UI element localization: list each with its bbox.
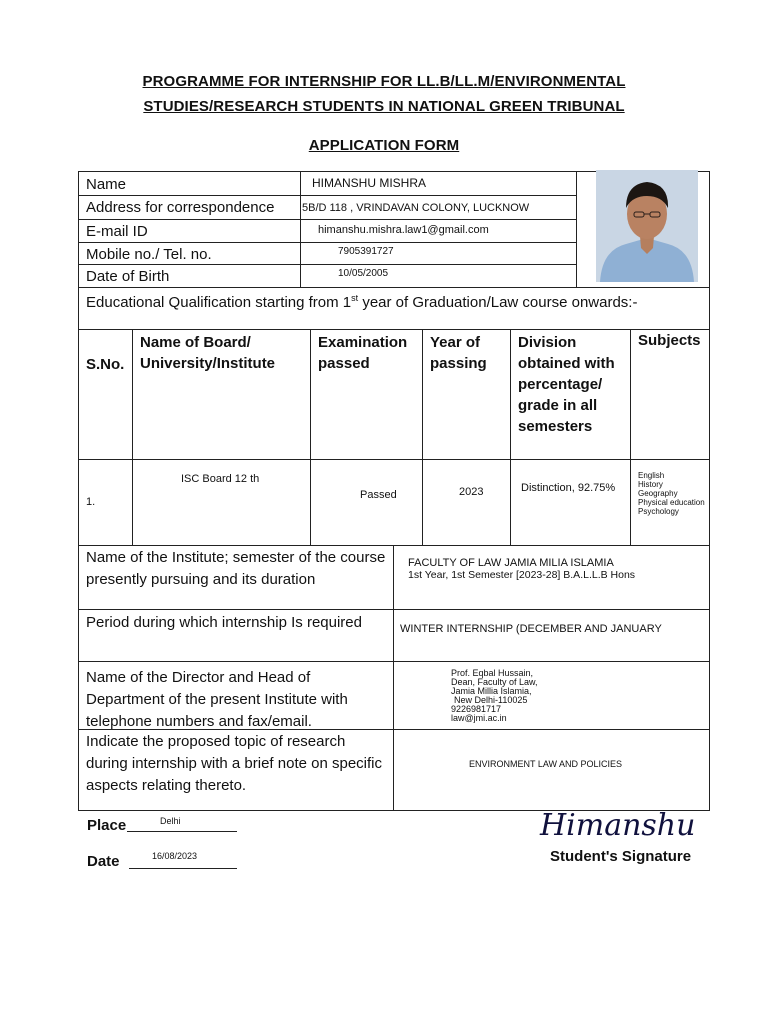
name-label: Name: [86, 176, 127, 193]
row-divider: [78, 329, 709, 330]
director-line: Prof. Eqbal Hussain,: [451, 668, 534, 678]
header-division: Division obtained with percentage/ grade in all semesters: [518, 334, 615, 435]
dob-value: 10/05/2005: [338, 268, 389, 279]
director-line: law@jmi.ac.in: [451, 713, 507, 723]
column-divider: [630, 329, 631, 545]
date-underline: [129, 868, 237, 869]
header-board: Name of Board/ University/Institute: [140, 334, 276, 372]
column-divider: [393, 545, 394, 810]
student-signature: Himanshu: [540, 808, 696, 843]
subject-item: Geography: [638, 489, 678, 498]
person-photo-icon: [596, 170, 698, 282]
table-border-left: [78, 171, 79, 811]
header-subjects: Subjects: [638, 332, 701, 349]
row-divider: [78, 219, 576, 220]
period-value: WINTER INTERNSHIP (DECEMBER AND JANUARY: [400, 623, 662, 635]
period-label: Period during which internship Is required: [86, 614, 362, 631]
director-label: Name of the Director and Head of Department of the present Institute with telephone numbers and fax/email.: [86, 669, 348, 730]
education-intro: Educational Qualification starting from 1st year of Graduation/Law course onwards:-: [86, 293, 638, 311]
director-line: Dean, Faculty of Law,: [451, 677, 538, 687]
email-value: himanshu.mishra.law1@gmail.com: [318, 224, 489, 236]
director-line: Jamia Millia Islamia,: [451, 686, 532, 696]
place-label: Place: [87, 817, 127, 834]
header-sno: S.No.: [86, 356, 125, 373]
form-heading-line2: STUDIES/RESEARCH STUDENTS IN NATIONAL GREEN TRIBUNAL: [143, 98, 625, 115]
column-divider: [422, 329, 423, 545]
row-year: 2023: [459, 486, 484, 498]
subject-item: Physical education: [638, 498, 705, 507]
header-year: Year of passing: [430, 334, 487, 372]
institute-value-line1: FACULTY OF LAW JAMIA MILIA ISLAMIA: [408, 557, 614, 569]
header-exam: Examination passed: [318, 334, 408, 372]
institute-value-line2: 1st Year, 1st Semester [2023-28] B.A.L.L.B Hons: [408, 569, 636, 581]
topic-value: ENVIRONMENT LAW AND POLICIES: [469, 759, 623, 769]
applicant-photo: [596, 170, 698, 282]
place-underline: [127, 831, 237, 832]
email-label: E-mail ID: [86, 223, 148, 240]
date-value: 16/08/2023: [152, 851, 198, 861]
subject-item: Psychology: [638, 507, 679, 516]
row-exam: Passed: [360, 489, 397, 501]
director-line: New Delhi-110025: [454, 695, 528, 705]
column-divider: [576, 171, 577, 288]
director-line: 9226981717: [451, 704, 502, 714]
institute-label: Name of the Institute; semester of the course presently pursuing and its duration: [86, 549, 386, 588]
column-divider: [300, 171, 301, 288]
mobile-label: Mobile no./ Tel. no.: [86, 246, 212, 263]
row-divider: [78, 264, 576, 265]
address-value: 5B/D 118 , VRINDAVAN COLONY, LUCKNOW: [302, 202, 530, 214]
row-sno: 1.: [86, 496, 96, 508]
row-board: ISC Board 12 th: [181, 473, 260, 485]
place-value: Delhi: [160, 816, 181, 826]
name-value: HIMANSHU MISHRA: [312, 176, 427, 190]
row-divider: [78, 242, 576, 243]
column-divider: [510, 329, 511, 545]
director-details: [451, 669, 538, 723]
mobile-value: 7905391727: [338, 246, 394, 257]
signature-caption: Student's Signature: [550, 848, 692, 865]
row-divider: [78, 195, 576, 196]
row-divider: [78, 661, 709, 662]
topic-label: Indicate the proposed topic of research during internship with a brief note on specific aspects relating thereto.: [86, 733, 383, 794]
row-divider: [78, 609, 709, 610]
subject-item: English: [638, 471, 665, 480]
row-division: Distinction, 92.75%: [521, 482, 616, 494]
dob-label: Date of Birth: [86, 268, 170, 285]
form-heading-line1: PROGRAMME FOR INTERNSHIP FOR LL.B/LL.M/ENVIRONMENTAL: [142, 73, 626, 90]
form-title: APPLICATION FORM: [308, 137, 460, 154]
subject-item: History: [638, 480, 663, 489]
row-divider: [78, 459, 709, 460]
row-subjects: [638, 471, 710, 516]
address-label: Address for correspondence: [86, 199, 275, 216]
column-divider: [310, 329, 311, 545]
column-divider: [132, 329, 133, 545]
date-label: Date: [87, 853, 120, 870]
